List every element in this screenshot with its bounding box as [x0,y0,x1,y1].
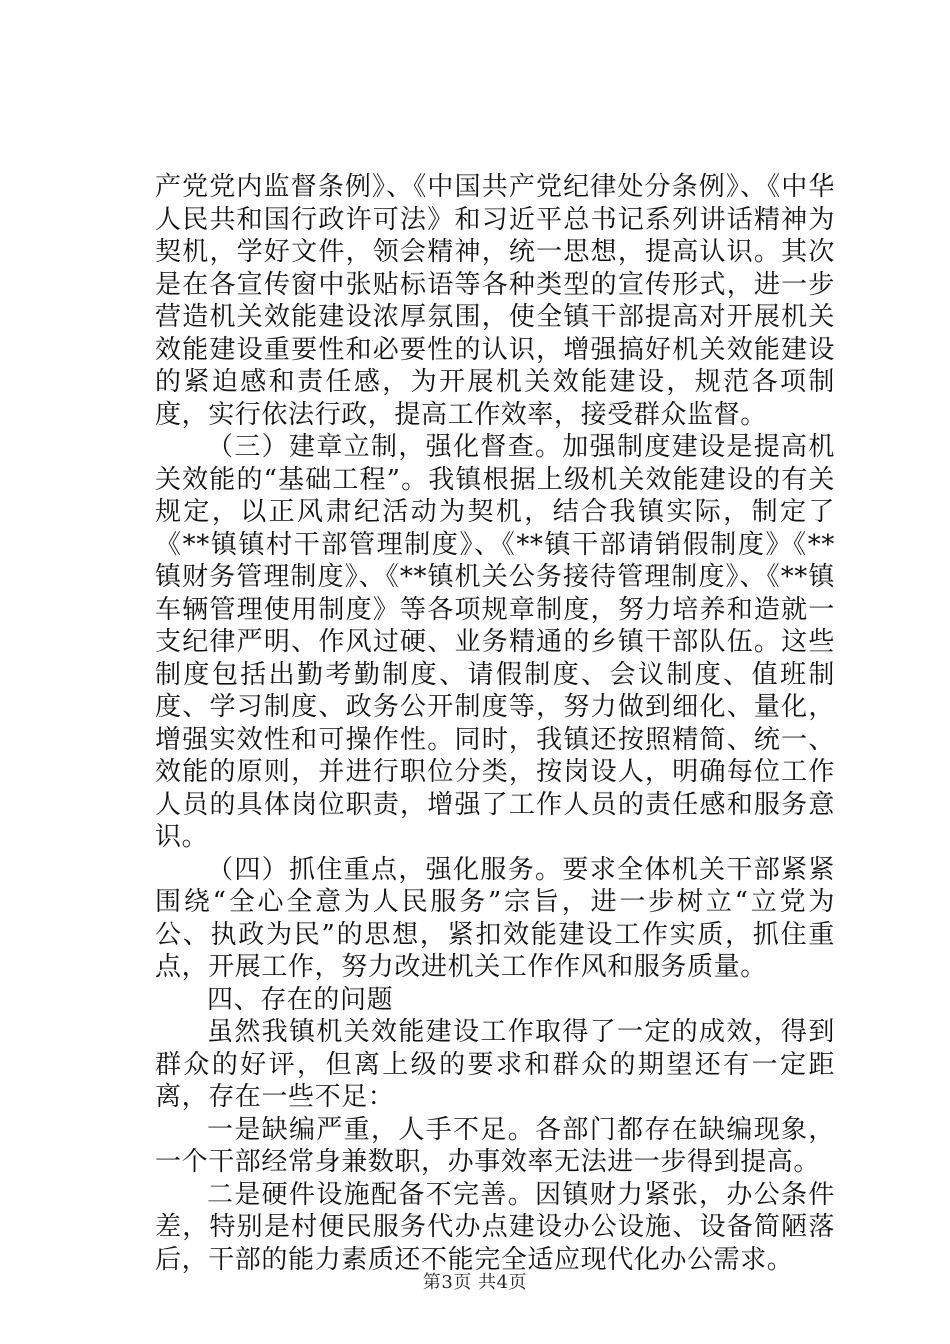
paragraph-problem-two: 二是硬件设施配备不完善。因镇财力紧张，办公条件差，特别是村便民服务代办点建设办公设施、设备简陋落后，干部的能力素质还不能完全适应现代化办公需求。 [155,1179,835,1275]
document-body [155,171,835,1276]
paragraph-section-four: （四）抓住重点，强化服务。要求全体机关干部紧紧围绕“全心全意为人民服务”宗旨，进一步树立“立党为公、执政为民”的思想，紧扣效能建设工作实质，抓住重点，开展工作，努力改进机关工作作风和服务质量。 [155,854,835,982]
paragraph-problems-intro: 虽然我镇机关效能建设工作取得了一定的成效，得到群众的好评，但离上级的要求和群众的期望还有一定距离，存在一些不足： [155,1017,835,1112]
section-heading-problems: 四、存在的问题 [207,984,394,1015]
page-footer: 第3页 共4页 [422,1272,528,1293]
paragraph-section-three: （三）建章立制，强化督查。加强制度建设是提高机关效能的“基础工程”。我镇根据上级机关效能建设的有关规定，以正风肃纪活动为契机，结合我镇实际，制定了《**镇镇村干部管理制度》、《**镇干部请销假制度》《**镇财务管理制度》、《**镇机关公务接待管理制度》、《**镇车辆管理使用制度》等各项规章制度，努力培养和造就一支纪律严明、作风过硬、业务精通的乡镇干部队伍。这些制度包括出勤考勤制度、请假制度、会议制度、值班制度、学习制度、政务公开制度等，努力做到细化、量化，增强实效性和可操作性。同时，我镇还按照精简、统一、效能的原则，并进行职位分类，按岗设人，明确每位工作人员的具体岗位职责，增强了工作人员的责任感和服务意识。 [155,432,835,852]
paragraph-problem-one: 一是缺编严重，人手不足。各部门都存在缺编现象，一个干部经常身兼数职，办事效率无法进一步得到提高。 [155,1114,835,1177]
paragraph-continuation: 产党党内监督条例》、《中国共产党纪律处分条例》、《中华人民共和国行政许可法》和习近平总书记系列讲话精神为契机，学好文件，领会精神，统一思想，提高认识。其次是在各宣传窗中张贴标语等各种类型的宣传形式，进一步营造机关效能建设浓厚氛围，使全镇干部提高对开展机关效能建设重要性和必要性的认识，增强搞好机关效能建设的紧迫感和责任感，为开展机关效能建设，规范各项制度，实行依法行政，提高工作效率，接受群众监督。 [155,172,835,430]
